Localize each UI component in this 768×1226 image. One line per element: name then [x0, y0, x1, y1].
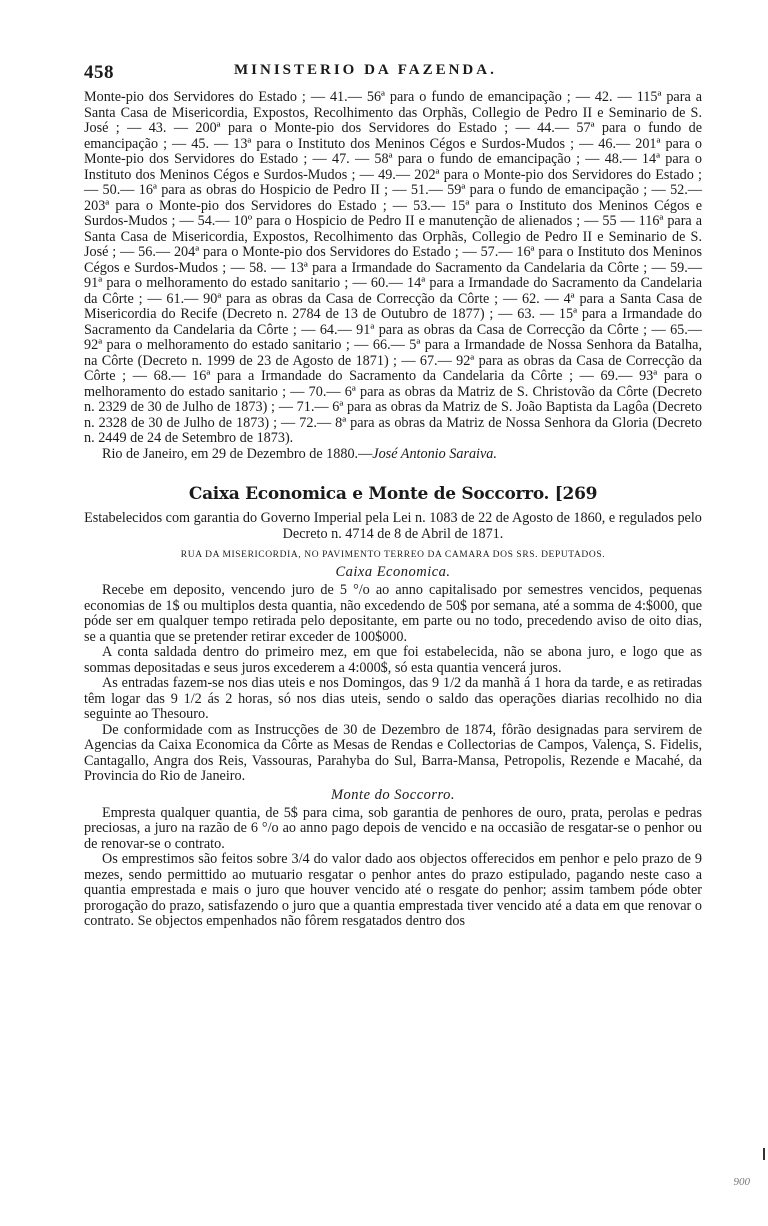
signature-place-date: Rio de Janeiro, em 29 de Dezembro de 1880.— — [102, 445, 373, 462]
monte-paragraph: Os emprestimos são feitos sobre 3/4 do valor dado aos objectos offerecidos em penhor e pelo prazo de 9 mezes, sendo permittido ao mutuario resgatar o penhor antes do prazo estipulado, pagando neste caso a quantia emprestada e mais o juro que houver vencido até o resgate do penhor; assim tambem póde obter prorogação do prazo, satisfazendo o juro que a quantia emprestada tiver vencido até a data em que renovar o contrato. Se objectos empenhados não fôrem resgatados dentro dos — [84, 851, 702, 929]
monte-paragraph: Empresta qualquer quantia, de 5$ para cima, sob garantia de penhores de ouro, prata, perolas e pedras preciosas, a juro na razão de 6 °/o ao anno pago depois de vencido e na occasião de resgatar-se o penhor ou de renovar-se o contrato. — [84, 804, 702, 852]
caixa-economica-heading: Caixa Economica. — [335, 564, 451, 580]
section-title: Caixa Economica e Monte de Soccorro. [269 — [188, 484, 598, 504]
signature-name: José Antonio Saraiva. — [372, 445, 497, 462]
monte-soccorro-heading: Monte do Soccorro. — [330, 786, 456, 803]
caixa-paragraph: As entradas fazem-se nos dias uteis e nos Domingos, das 9 1/2 da manhã á 1 hora da tarde, e as retiradas têm logar das 9 1/2 ás 2 horas, só nos dias uteis, sendo o saldo das operações diarias recolhido no dia seguinte ao Thesouro. — [84, 675, 702, 722]
caixa-paragraph: De conformidade com as Instrucções de 30 de Dezembro de 1874, fôrão designadas para servirem de Agencias da Caixa Economica da Côrte as Mesas de Rendas e Collectorias de Campos, Valença, S. Fidelis, Cantagallo, Angra dos Reis, Vassouras, Parahyba do Sul, Barra-Mansa, Petropolis, Rezende e Macahé, da Provincia do Rio de Janeiro. — [84, 721, 702, 784]
margin-tick — [763, 1148, 765, 1160]
signature-line — [84, 447, 702, 463]
address-line: RUA DA MISERICORDIA, NO PAVIMENTO TERREO DA CAMARA DOS SRS. DEPUTADOS. — [180, 550, 606, 560]
margin-mark: 900 — [733, 1176, 750, 1188]
page-number: 458 — [84, 62, 114, 83]
caixa-paragraph: A conta saldada dentro do primeiro mez, em que foi estabelecida, não se abona juro, e logo que as sommas depositadas e seus juros excederem a 4:000$, só esta quantia vencerá juros. — [84, 644, 702, 676]
document-page — [0, 62, 768, 1226]
decree-list-paragraph: Monte-pio dos Servidores do Estado ; — 41.— 56ª para o fundo de emancipação ; — 42. — 115ª para a Santa Casa de Misericordia, Expostos, Recolhimento das Orphãs, Collegio de Pedro II e Seminario de S. José ; — 43. — 200ª para o Monte-pio dos Servidores do Estado ; — 44.— 57ª para o fundo de emancipação ; — 45. — 13ª para o Instituto dos Meninos Cégos e Surdos-Mudos ; — 46.— 201ª para o Monte-pio dos Servidores do Estado ; — 47. — 58ª para o fundo de emancipação ; — 48.— 14ª para o Instituto dos Meninos Cégos e Surdos-Mudos ; — 49.— 202ª para o Monte-pio dos Servidores do Estado ; — 50.— 16ª para as obras do Hospicio de Pedro II ; — 51.— 59ª para o fundo de emancipação ; — 52.— 203ª para o Monte-pio dos Servidores do Estado ; — 53.— 15ª para o Instituto dos Meninos Cégos e Surdos-Mudos ; — 54.— 10º para o Hospicio de Pedro II e manutenção de alienados ; — 55 — 116ª para a Santa Casa de Misericordia, Expostos, Recolhimento das Orphãs, Collegio de Pedro II e Seminario de S. José ; — 56.— 204ª para o Monte-pio dos Servidores do Estado ; — 57.— 16ª para o Instituto dos Meninos Cégos e Surdos-Mudos ; — 58. — 13ª para a Irmandade do Sacramento da Candelaria da Côrte ; — 59.— 91ª para o melhoramento do estado sanitario ; — 60.— 14ª para a Irmandade do Sacramento da Candelaria da Côrte ; — 61.— 90ª para as obras da Casa de Correcção da Côrte ; — 62. — 4ª para a Santa Casa de Misericordia do Recife (Decreto n. 2784 de 13 de Outubro de 1877) ; — 63. — 15ª para a Irmandade do Sacramento da Candelaria da Côrte ; — 64.— 91ª para as obras da Casa de Correcção da Côrte ; — 65.— 92ª para o melhoramento do estado sanitario ; — 66.— 5ª para a Irmandade de Nossa Senhora da Batalha, na Côrte (Decreto n. 1999 de 23 de Agosto de 1871) ; — 67.— 92ª para as obras da Casa de Correcção da Côrte ; — 68.— 16ª para a Irmandade do Sacramento da Candelaria da Côrte ; — 69.— 93ª para o melhoramento do estado sanitario ; — 70.— 6ª para as obras da Matriz de S. Christovão da Côrte (Decreto n. 2329 de 30 de Julho de 1873) ; — 71.— 6ª para as obras da Matriz de S. João Baptista da Lagôa (Decreto n. 2328 de 30 de Julho de 1873) ; — 72.— 8ª para as obras da Matriz de Nossa Senhora da Gloria (Decreto n. 2449 de 24 de Setembro de 1873). — [84, 89, 702, 446]
page-header — [84, 62, 702, 92]
caixa-paragraph: Recebe em deposito, vencendo juro de 5 °/o ao anno capitalisado por semestres vencidos, pequenas economias de 1$ ou multiplos desta quantia, não excedendo de 50$ por semana, até a somma de 4:$000, que póde ser em qualquer tempo retirada pelo depositante, em parte ou no todo, precedendo aviso de oito dias, se a quantia que se pretender retirar exceder de 100$000. — [84, 582, 702, 645]
running-title: MINISTERIO DA FAZENDA. — [234, 62, 497, 78]
establishment-text: Estabelecidos com garantia do Governo Imperial pela Lei n. 1083 de 22 de Agosto de 1860, e regulados pelo Decreto n. 4714 de 8 de Abril de 1871. — [84, 510, 702, 542]
